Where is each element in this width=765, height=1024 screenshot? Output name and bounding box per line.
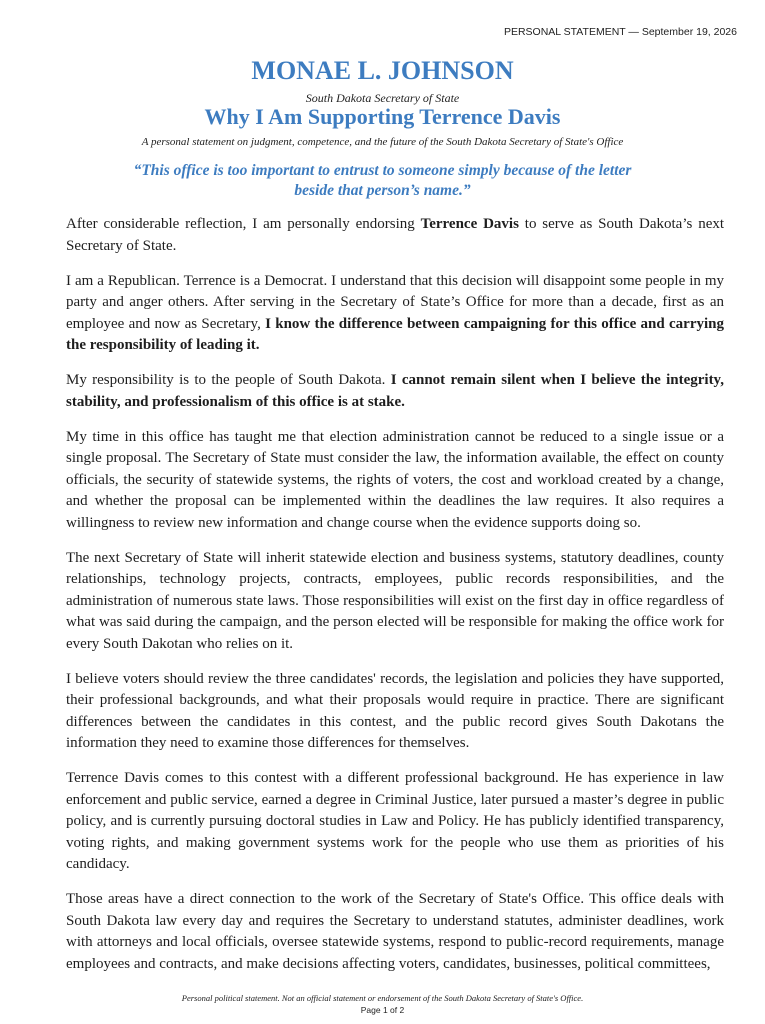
paragraph-8: Those areas have a direct connection to the work of the Secretary of State's Office. This office deals with South Dakota law every day and requires the Secretary to understand statutes, administer deadlines, work with attorneys and local officials, oversee statewide systems, respond to public-record requirements, manage employees and contracts, and make decisions affecting voters, candidates, businesses, political committees, xyxy=(66,891,724,972)
page-number: Page 1 of 2 xyxy=(360,1005,405,1015)
paragraph-3-text-a: My responsibility is to the people of South Dakota. xyxy=(66,372,391,388)
document-subtitle: A personal statement on judgment, competence, and the future of the South Dakota Secretary of State's Office xyxy=(141,136,624,148)
paragraph-7: Terrence Davis comes to this contest with a different professional background. He has experience in law enforcement and public service, earned a degree in Criminal Justice, later pursued a master’s degree in public policy, and is currently pursuing doctoral studies in Law and Policy. He has publicly identified transparency, voting rights, and making government systems work for the people who use them as priorities of his candidacy. xyxy=(66,770,724,872)
author-role: South Dakota Secretary of State xyxy=(305,91,460,105)
paragraph-1 xyxy=(66,214,724,257)
paragraph-2-emphasis: I know the difference between campaigning for this office and carrying the responsibility of leading it. xyxy=(66,315,724,353)
paragraph-1-text-a: After considerable reflection, I am personally endorsing xyxy=(66,216,421,232)
footer-disclaimer: Personal political statement. Not an official statement or endorsement of the South Dakota Secretary of State's Office. xyxy=(181,993,584,1003)
paragraph-4: My time in this office has taught me that election administration cannot be reduced to a single issue or a single proposal. The Secretary of State must consider the law, the information available, the effect on county officials, the security of statewide systems, the rights of voters, the cost and workload created by a change, and whether the proposal can be implemented within the deadlines the law requires. It also requires a willingness to review new information and change course when the evidence supports doing so. xyxy=(66,428,724,531)
candidate-name-emphasis: Terrence Davis xyxy=(420,216,519,232)
paragraph-2 xyxy=(66,271,724,357)
paragraph-3 xyxy=(66,370,724,413)
paragraph-6: I believe voters should review the three candidates' records, the legislation and policies they have supported, their professional backgrounds, and what their proposals would require in practice. There are significant differences between the candidates in this contest, and the public record gives South Dakotans the information they need to examine those differences for themselves. xyxy=(66,670,724,751)
paragraph-1-text-c: to serve as South Dakota’s next Secretary of State. xyxy=(66,216,725,254)
paragraph-5: The next Secretary of State will inherit statewide election and business systems, statutory deadlines, county relationships, technology projects, contracts, employees, public records responsibilities, and the administration of numerous state laws. Those responsibilities will exist on the first day in office regardless of what was said during the campaign, and the person elected will be responsible for making the office work for every South Dakotan who relies on it. xyxy=(66,549,724,652)
document-title: Why I Am Supporting Terrence Davis xyxy=(204,104,561,129)
paragraph-3-emphasis: I cannot remain silent when I believe the integrity, stability, and professionalism of this office is at stake. xyxy=(66,372,724,410)
pull-quote-line-2: beside that person’s name.” xyxy=(294,182,471,199)
pull-quote-line-1: “This office is too important to entrust to someone simply because of the letter xyxy=(133,162,632,179)
author-name: MONAE L. JOHNSON xyxy=(251,56,514,85)
pull-quote xyxy=(100,161,665,201)
header-label: PERSONAL STATEMENT — September 19, 2026 xyxy=(503,26,737,38)
statement-body xyxy=(66,214,724,989)
paragraph-2-text-a: I am a Republican. Terrence is a Democrat. I understand that this decision will disappoint some people in my party and anger others. After serving in the Secretary of State’s Office for more than a decade, first as an employee and now as Secretary, xyxy=(66,272,724,332)
